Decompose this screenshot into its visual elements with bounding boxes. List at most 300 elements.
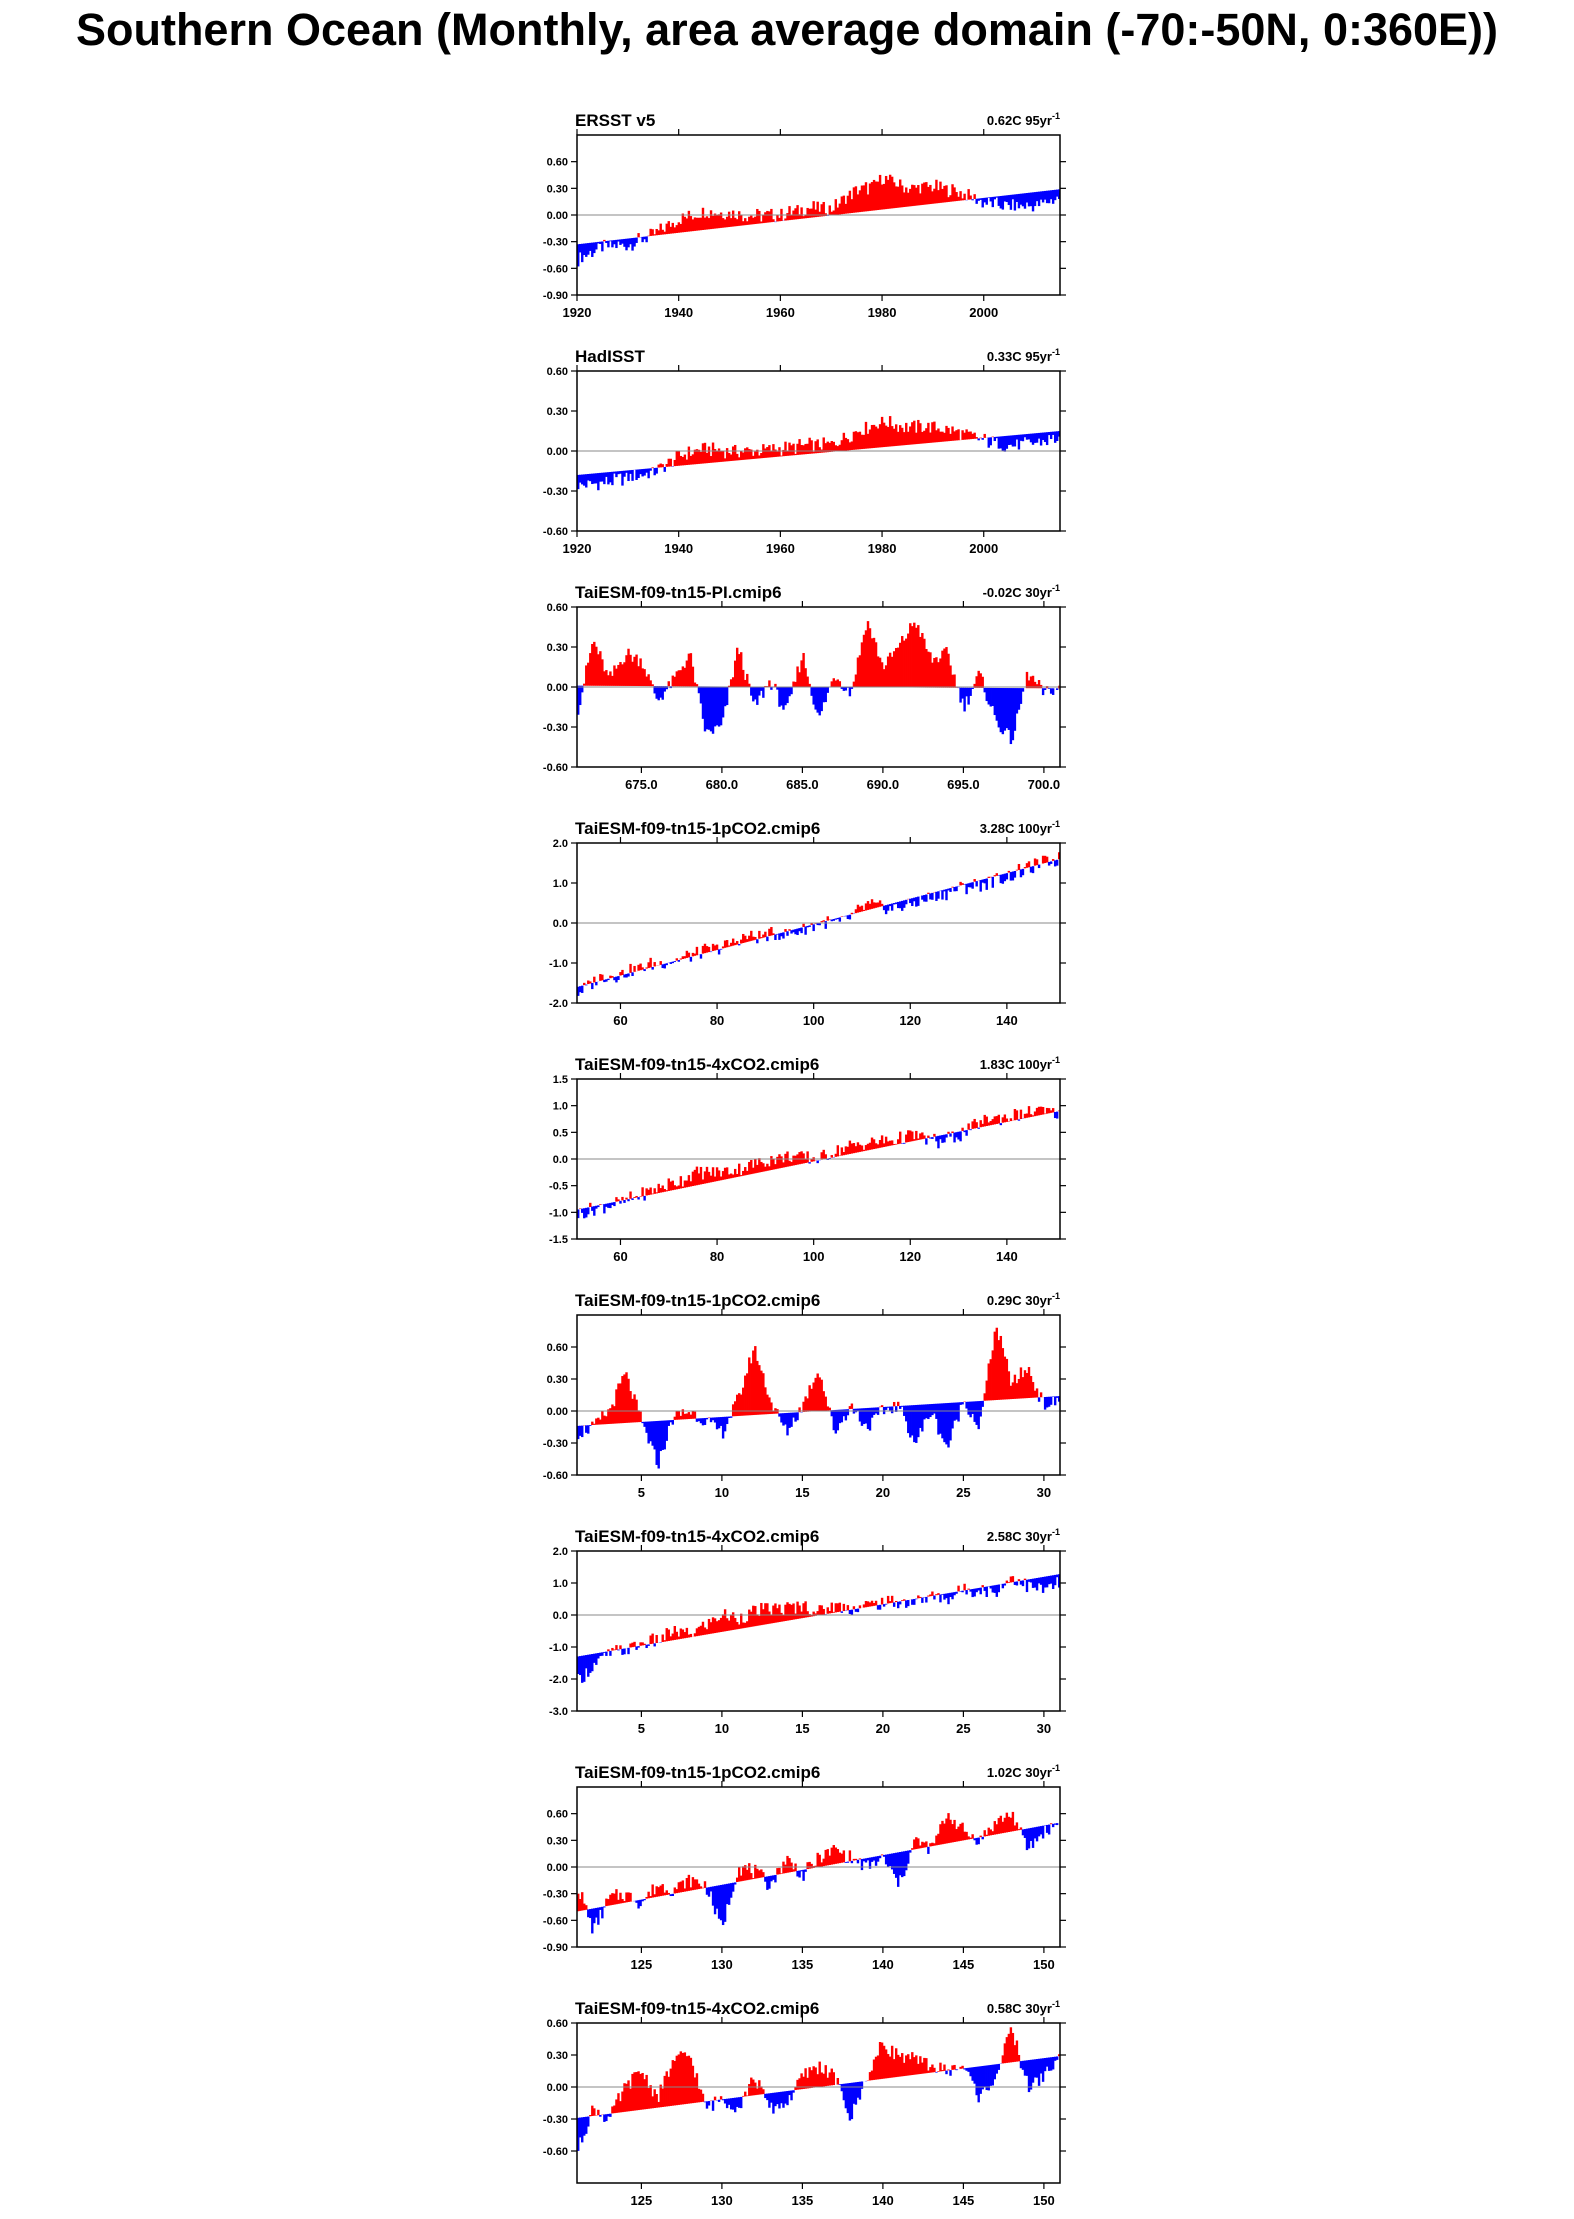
chart-panel-3: [543, 583, 1066, 792]
y-tick-label: 1.0: [552, 1578, 568, 1590]
x-tick-label: 120: [899, 1249, 922, 1264]
negative-spike: [798, 1871, 800, 1878]
negative-spike: [609, 2114, 611, 2117]
trend-value: -0.02C 30yr: [982, 585, 1052, 600]
x-tick-label: 130: [711, 1957, 733, 1972]
y-tick-label: -0.60: [542, 526, 568, 538]
y-tick-label: 0.30: [546, 1835, 568, 1848]
negative-spike: [587, 1425, 589, 1433]
y-tick-label: 0.30: [546, 183, 568, 196]
negative-spike: [990, 437, 992, 445]
negative-spike: [907, 1600, 909, 1606]
chart-title: TaiESM-f09-tn15-4xCO2.cmip6: [575, 1999, 820, 2018]
x-tick-label: 1920: [562, 541, 592, 556]
negative-spike: [782, 932, 784, 938]
negative-spike: [700, 954, 702, 958]
negative-spike: [977, 438, 979, 440]
negative-spike: [617, 976, 619, 980]
x-tick-label: 5: [637, 1485, 646, 1500]
negative-anomaly-fill: [577, 1574, 1060, 1683]
trend-superscript: -1: [1051, 1527, 1060, 1537]
negative-spike: [587, 2117, 589, 2127]
negative-spike: [718, 949, 720, 954]
negative-spike: [816, 1161, 818, 1164]
x-tick-label: 145: [952, 1957, 975, 1972]
y-tick-label: 0.60: [546, 2018, 568, 2030]
x-tick-label: 100: [802, 1013, 825, 1028]
x-tick-label: 125: [630, 2193, 653, 2208]
negative-spike: [617, 1650, 619, 1651]
negative-spike: [945, 889, 947, 900]
positive-spike: [1042, 1107, 1044, 1114]
positive-anomaly-fill: [607, 1576, 1026, 1651]
positive-spike: [629, 1192, 631, 1199]
negative-spike: [643, 969, 645, 971]
negative-spike: [961, 1402, 963, 1404]
chart-panel-9: [543, 1999, 1066, 2208]
negative-spike: [597, 1908, 599, 1925]
negative-spike: [927, 1847, 929, 1854]
negative-spike: [933, 1596, 935, 1600]
y-tick-label: -0.90: [542, 1942, 568, 1954]
negative-spike: [786, 931, 788, 936]
trend-value: 3.28C 100yr: [979, 821, 1052, 836]
negative-spike: [982, 1401, 984, 1407]
y-tick-label: -0.90: [542, 290, 568, 302]
x-tick-label: 10: [714, 1485, 730, 1500]
negative-spike: [982, 438, 984, 440]
negative-spike: [587, 1207, 589, 1214]
negative-spike: [607, 241, 609, 248]
positive-spike: [975, 1122, 977, 1128]
trend-value: 1.02C 30yr: [986, 1765, 1052, 1780]
positive-spike: [655, 1635, 657, 1643]
y-tick-label: 1.5: [552, 1074, 568, 1086]
x-tick-label: 1960: [765, 305, 795, 320]
trend-label: [987, 1291, 1060, 1308]
positive-spike: [768, 680, 770, 686]
negative-spike: [955, 886, 957, 891]
y-tick-label: 0.00: [546, 1862, 568, 1874]
x-tick-label: 60: [613, 1013, 628, 1028]
negative-anomaly-fill: [577, 686, 1058, 744]
negative-spike: [827, 687, 829, 693]
positive-spike: [1018, 2055, 1020, 2061]
negative-spike: [857, 1860, 859, 1864]
y-tick-label: -0.30: [542, 2114, 568, 2126]
negative-spike: [581, 1426, 583, 1437]
positive-spike: [998, 1115, 1000, 1124]
y-tick-label: -0.5: [549, 1180, 568, 1193]
negative-spike: [945, 1134, 947, 1137]
y-tick-label: 0.00: [546, 210, 568, 222]
positive-spike: [984, 434, 986, 438]
negative-spike: [664, 467, 666, 472]
positive-spike: [1016, 1110, 1018, 1119]
x-tick-label: 25: [956, 1721, 971, 1736]
positive-spike: [933, 2068, 935, 2072]
negative-spike: [796, 1412, 798, 1420]
chart-title: TaiESM-f09-tn15-1pCO2.cmip6: [575, 819, 821, 838]
chart-title: TaiESM-f09-tn15-4xCO2.cmip6: [575, 1055, 820, 1074]
negative-spike: [921, 1598, 923, 1603]
y-tick-label: -1.5: [549, 1234, 568, 1246]
chart-title: TaiESM-f09-tn15-1pCO2.cmip6: [575, 1291, 821, 1310]
y-tick-label: 1.0: [552, 1100, 568, 1113]
x-tick-label: 1960: [765, 541, 795, 556]
negative-anomaly-fill: [577, 1112, 1058, 1219]
x-tick-label: 125: [630, 1957, 653, 1972]
positive-spike: [702, 2094, 704, 2102]
x-tick-label: 135: [791, 2193, 814, 2208]
negative-spike: [998, 2064, 1000, 2070]
negative-spike: [965, 1590, 967, 1594]
x-tick-label: 145: [952, 2193, 975, 2208]
y-tick-label: -1.0: [549, 1207, 568, 1220]
chart-title: TaiESM-f09-tn15-1pCO2.cmip6: [575, 1763, 821, 1782]
positive-spike: [851, 1404, 853, 1409]
negative-spike: [839, 917, 841, 921]
positive-spike: [943, 2065, 945, 2071]
negative-spike: [678, 960, 680, 962]
negative-spike: [945, 2071, 947, 2075]
negative-spike: [1000, 1123, 1002, 1125]
negative-spike: [969, 1129, 971, 1130]
negative-spike: [635, 238, 637, 243]
y-tick-label: 0.00: [546, 1406, 568, 1418]
negative-spike: [857, 1609, 859, 1613]
y-tick-label: -0.60: [542, 263, 568, 276]
negative-spike: [601, 241, 603, 251]
negative-spike: [595, 982, 597, 985]
negative-spike: [1048, 1825, 1050, 1835]
positive-spike: [831, 1603, 833, 1613]
negative-spike: [712, 2101, 714, 2111]
negative-spike: [986, 1587, 988, 1597]
trend-superscript: -1: [1051, 1763, 1060, 1773]
plot-frame: [577, 1551, 1060, 1711]
negative-spike: [1006, 873, 1008, 879]
negative-spike: [605, 1652, 607, 1656]
positive-spike: [808, 684, 810, 687]
negative-spike: [710, 952, 712, 953]
negative-spike: [841, 1611, 843, 1613]
positive-spike: [839, 681, 841, 687]
negative-spike: [1016, 1581, 1018, 1585]
y-tick-label: 2.0: [552, 838, 568, 850]
positive-spike: [933, 1134, 935, 1137]
negative-spike: [774, 1875, 776, 1882]
negative-spike: [1042, 1826, 1044, 1839]
trend-superscript: -1: [1051, 1999, 1060, 2009]
negative-spike: [1056, 2056, 1058, 2059]
y-tick-label: 0.00: [546, 682, 568, 694]
negative-spike: [957, 1402, 959, 1421]
positive-spike: [633, 966, 635, 972]
negative-spike: [627, 1199, 629, 1201]
trend-superscript: -1: [1051, 819, 1060, 829]
positive-spike: [619, 1645, 621, 1649]
negative-anomaly-fill: [577, 860, 1058, 996]
negative-spike: [1044, 688, 1046, 690]
negative-spike: [915, 1599, 917, 1600]
negative-spike: [903, 1143, 905, 1144]
negative-spike: [708, 2101, 710, 2105]
negative-spike: [812, 924, 814, 931]
y-tick-label: -0.30: [542, 1438, 568, 1450]
negative-spike: [971, 688, 973, 689]
trend-value: 0.58C 30yr: [986, 2001, 1052, 2016]
trend-superscript: -1: [1051, 111, 1060, 121]
negative-spike: [706, 1418, 708, 1419]
negative-spike: [766, 937, 768, 942]
y-tick-label: 0.30: [546, 1374, 568, 1386]
positive-spike: [593, 2108, 595, 2115]
positive-spike: [615, 1645, 617, 1650]
chart-panel-1: [543, 111, 1066, 320]
positive-spike: [875, 1601, 877, 1606]
positive-anomaly-fill: [583, 621, 1060, 688]
positive-spike: [881, 1405, 883, 1407]
positive-spike: [792, 444, 794, 456]
negative-spike: [726, 686, 728, 705]
positive-spike: [748, 684, 750, 687]
negative-spike: [740, 2097, 742, 2108]
y-tick-label: -1.0: [549, 958, 568, 970]
positive-spike: [973, 194, 975, 199]
negative-spike: [825, 921, 827, 929]
trend-value: 1.83C 100yr: [979, 1057, 1052, 1072]
trend-value: 0.33C 95yr: [986, 349, 1052, 364]
positive-spike: [762, 1872, 764, 1877]
trend-value: 0.62C 95yr: [986, 113, 1052, 128]
x-tick-label: 2000: [969, 541, 999, 556]
negative-spike: [647, 1644, 649, 1646]
positive-spike: [899, 1132, 901, 1144]
y-tick-label: 0.0: [552, 1154, 568, 1166]
negative-anomaly-fill: [587, 1823, 1058, 1933]
chart-title: ERSST v5: [575, 111, 656, 130]
y-tick-label: -2.0: [549, 998, 568, 1010]
negative-spike: [591, 983, 593, 989]
negative-spike: [992, 877, 994, 888]
page-title: Southern Ocean (Monthly, area average domain (-70:-50N, 0:360E)): [75, 4, 1499, 55]
y-tick-label: 0.60: [546, 1342, 568, 1354]
x-tick-label: 690.0: [866, 777, 900, 792]
y-tick-label: -0.30: [542, 1888, 568, 1901]
y-tick-label: 0.0: [552, 1610, 568, 1622]
negative-spike: [949, 888, 951, 892]
negative-spike: [971, 199, 973, 200]
x-tick-label: 20: [875, 1721, 891, 1736]
y-tick-label: 0.30: [546, 2050, 568, 2062]
negative-spike: [651, 967, 653, 970]
x-tick-label: 140: [996, 1013, 1018, 1028]
x-tick-label: 150: [1033, 2193, 1055, 2208]
negative-spike: [643, 1899, 645, 1900]
negative-spike: [1056, 688, 1058, 690]
negative-spike: [955, 2069, 957, 2070]
y-tick-label: -0.30: [542, 722, 568, 734]
positive-spike: [971, 1834, 973, 1838]
negative-spike: [909, 1850, 911, 1852]
positive-spike: [738, 1164, 740, 1177]
x-tick-label: 680.0: [705, 777, 739, 792]
negative-spike: [601, 1652, 603, 1656]
positive-spike: [825, 1154, 827, 1159]
x-tick-label: 140: [872, 2193, 894, 2208]
positive-spike: [651, 1634, 653, 1644]
positive-spike: [963, 194, 965, 200]
negative-spike: [674, 961, 676, 962]
negative-spike: [804, 1869, 806, 1871]
positive-spike: [585, 1905, 587, 1910]
positive-spike: [823, 1609, 825, 1614]
positive-spike: [843, 1850, 845, 1862]
positive-spike: [849, 1850, 851, 1861]
trend-label: [983, 583, 1060, 600]
negative-spike: [893, 1602, 895, 1606]
negative-spike: [631, 972, 633, 976]
positive-spike: [593, 977, 595, 983]
negative-spike: [627, 1648, 629, 1654]
positive-spike: [629, 964, 631, 973]
x-tick-label: 700.0: [1027, 777, 1061, 792]
negative-spike: [917, 897, 919, 906]
negative-spike: [607, 979, 609, 980]
positive-spike: [961, 1128, 963, 1131]
x-tick-label: 1980: [867, 305, 897, 320]
positive-spike: [969, 196, 971, 200]
negative-spike: [1056, 860, 1058, 866]
positive-spike: [601, 975, 603, 981]
positive-spike: [957, 429, 959, 440]
negative-spike: [965, 1130, 967, 1136]
negative-spike: [645, 236, 647, 242]
negative-spike: [851, 1610, 853, 1615]
negative-spike: [1050, 861, 1052, 864]
x-tick-label: 5: [637, 1721, 646, 1736]
negative-spike: [913, 1599, 915, 1605]
negative-spike: [1038, 1397, 1040, 1401]
positive-spike: [859, 1605, 861, 1608]
positive-spike: [829, 1408, 831, 1411]
positive-spike: [716, 945, 718, 950]
x-tick-label: 1940: [664, 541, 694, 556]
x-tick-label: 1980: [867, 541, 897, 556]
negative-spike: [925, 1138, 927, 1144]
x-tick-label: 30: [1036, 1485, 1052, 1500]
negative-spike: [949, 2070, 951, 2076]
trend-superscript: -1: [1051, 583, 1060, 593]
negative-spike: [623, 1649, 625, 1655]
negative-spike: [849, 915, 851, 920]
positive-spike: [660, 961, 662, 965]
negative-spike: [935, 2072, 937, 2073]
positive-spike: [621, 970, 623, 975]
trend-label: [987, 1763, 1060, 1780]
negative-spike: [937, 891, 939, 898]
positive-spike: [778, 447, 780, 456]
x-tick-label: 30: [1036, 1721, 1052, 1736]
trend-label: [987, 1999, 1060, 2016]
negative-spike: [619, 1201, 621, 1204]
positive-anomaly-fill: [651, 416, 994, 468]
positive-spike: [764, 932, 766, 937]
y-tick-label: 0.60: [546, 1808, 568, 1821]
y-tick-label: 0.30: [546, 642, 568, 654]
negative-spike: [982, 1837, 984, 1840]
chart-panel-7: [549, 1527, 1066, 1736]
negative-spike: [949, 1133, 951, 1136]
positive-spike: [668, 681, 670, 686]
positive-spike: [708, 947, 710, 952]
negative-spike: [861, 2081, 863, 2088]
x-tick-label: 120: [899, 1013, 922, 1028]
positive-spike: [704, 1881, 706, 1888]
negative-spike: [969, 688, 971, 696]
negative-spike: [601, 1907, 603, 1919]
negative-spike: [975, 881, 977, 886]
negative-spike: [589, 1425, 591, 1426]
negative-spike: [581, 986, 583, 993]
y-tick-label: 0.00: [546, 446, 568, 458]
positive-spike: [639, 1412, 641, 1422]
y-tick-label: -0.60: [542, 2146, 568, 2158]
negative-spike: [1056, 1112, 1058, 1119]
x-tick-label: 695.0: [947, 777, 980, 792]
negative-spike: [891, 904, 893, 911]
negative-spike: [808, 925, 810, 927]
negative-anomaly-fill: [577, 189, 1060, 266]
negative-spike: [1004, 1584, 1006, 1586]
positive-spike: [806, 1151, 808, 1162]
x-tick-label: 685.0: [786, 777, 819, 792]
chart-panel-4: [549, 819, 1066, 1028]
positive-spike: [837, 2078, 839, 2085]
negative-spike: [774, 934, 776, 940]
negative-spike: [631, 1198, 633, 1200]
positive-spike: [897, 1402, 899, 1406]
y-tick-label: 0.30: [546, 406, 568, 418]
negative-spike: [971, 882, 973, 889]
x-tick-label: 80: [709, 1249, 725, 1264]
negative-spike: [611, 472, 613, 485]
chart-panel-2: [543, 347, 1066, 556]
negative-spike: [847, 1409, 849, 1415]
x-tick-label: 60: [613, 1249, 628, 1264]
positive-spike: [839, 1603, 841, 1612]
positive-spike: [720, 2096, 722, 2099]
negative-spike: [690, 957, 692, 962]
positive-spike: [670, 459, 672, 467]
trend-value: 2.58C 30yr: [986, 1529, 1052, 1544]
positive-spike: [837, 1145, 839, 1156]
negative-spike: [609, 1651, 611, 1656]
negative-spike: [672, 1894, 674, 1896]
positive-spike: [1018, 864, 1020, 870]
x-tick-label: 2000: [969, 305, 999, 320]
positive-spike: [1012, 1576, 1014, 1582]
trend-label: [980, 819, 1060, 836]
positive-spike: [810, 440, 812, 453]
x-tick-label: 675.0: [625, 777, 658, 792]
negative-spike: [939, 1595, 941, 1603]
negative-spike: [879, 1856, 881, 1859]
negative-spike: [734, 1882, 736, 1884]
negative-spike: [1038, 865, 1040, 868]
negative-spike: [730, 1416, 732, 1417]
